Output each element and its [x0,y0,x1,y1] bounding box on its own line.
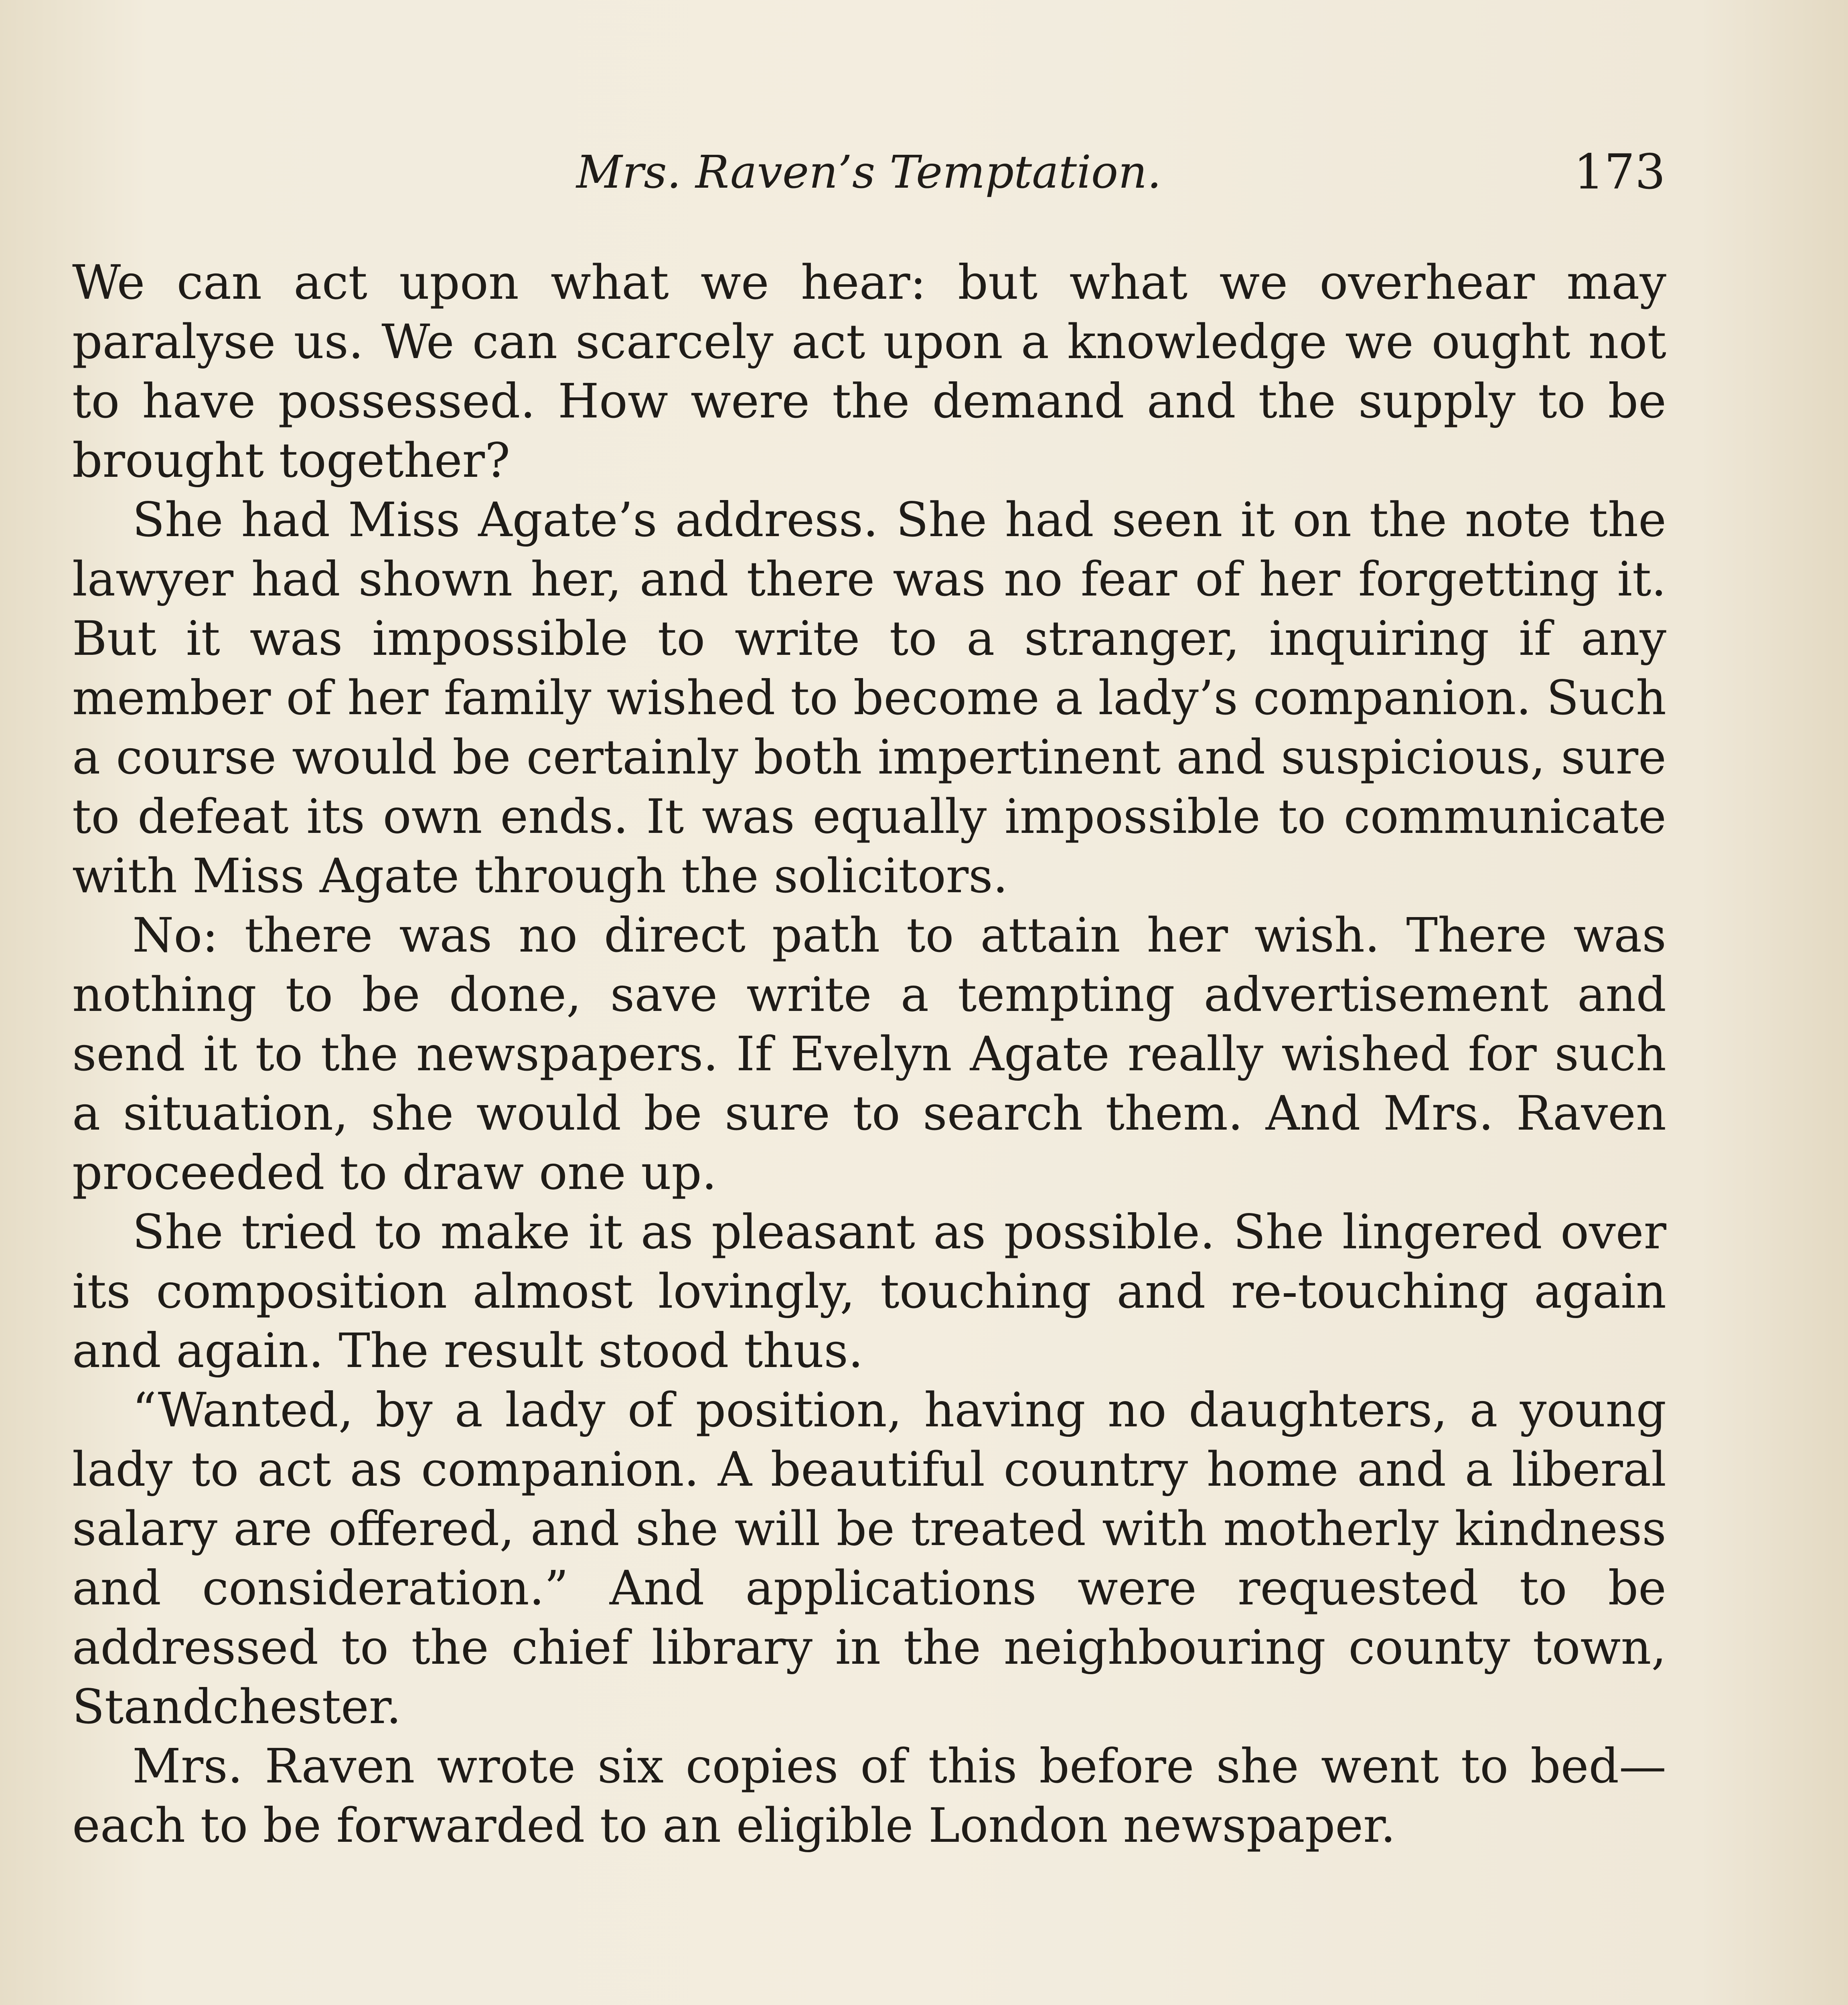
paragraph: She had Miss Agate’s address. She had seen it on the note the lawyer had shown her, and there was no fear of her forgetting it. But it was impossible to write to a stranger, inquiring if any member of her family wished to become a lady’s companion. Such a course would be certainly both impertinent and suspicious, sure to defeat its own ends. It was equally impossible to communicate with Miss Agate through the solicitors. [72,492,1666,903]
paragraph: We can act upon what we hear: but what we overhear may paralyse us. We can scarcely act upon a knowledge we ought not to have possessed. How were the demand and the supply to be brought together? [72,255,1666,488]
running-title: Mrs. Raven’s Temptation. [576,146,1161,198]
body-text-top [72,253,1666,1855]
page-number: 173 [1573,144,1666,200]
running-head [72,136,1666,209]
paragraph: Mrs. Raven wrote six copies of this before she went to bed— each to be forwarded to an eligible London newspaper. [72,1738,1666,1853]
paragraph: No: there was no direct path to attain her wish. There was nothing to be done, save write a tempting advertisement and send it to the newspapers. If Evelyn Agate really wished for such a situation, she would be sure to search them. And Mrs. Raven proceeded to draw one up. [72,907,1666,1200]
paragraph: She tried to make it as pleasant as possible. She lingered over its composition almost lovingly, touching and re-touching again and again. The result stood thus. [72,1204,1666,1378]
paragraph: “Wanted, by a lady of position, having no daughters, a young lady to act as companion. A beautiful country home and a liberal salary are offered, and she will be treated with motherly kindness and consideration.” And applications were requested to be addressed to the chief library in the neighbouring county town, Standchester. [72,1382,1666,1734]
